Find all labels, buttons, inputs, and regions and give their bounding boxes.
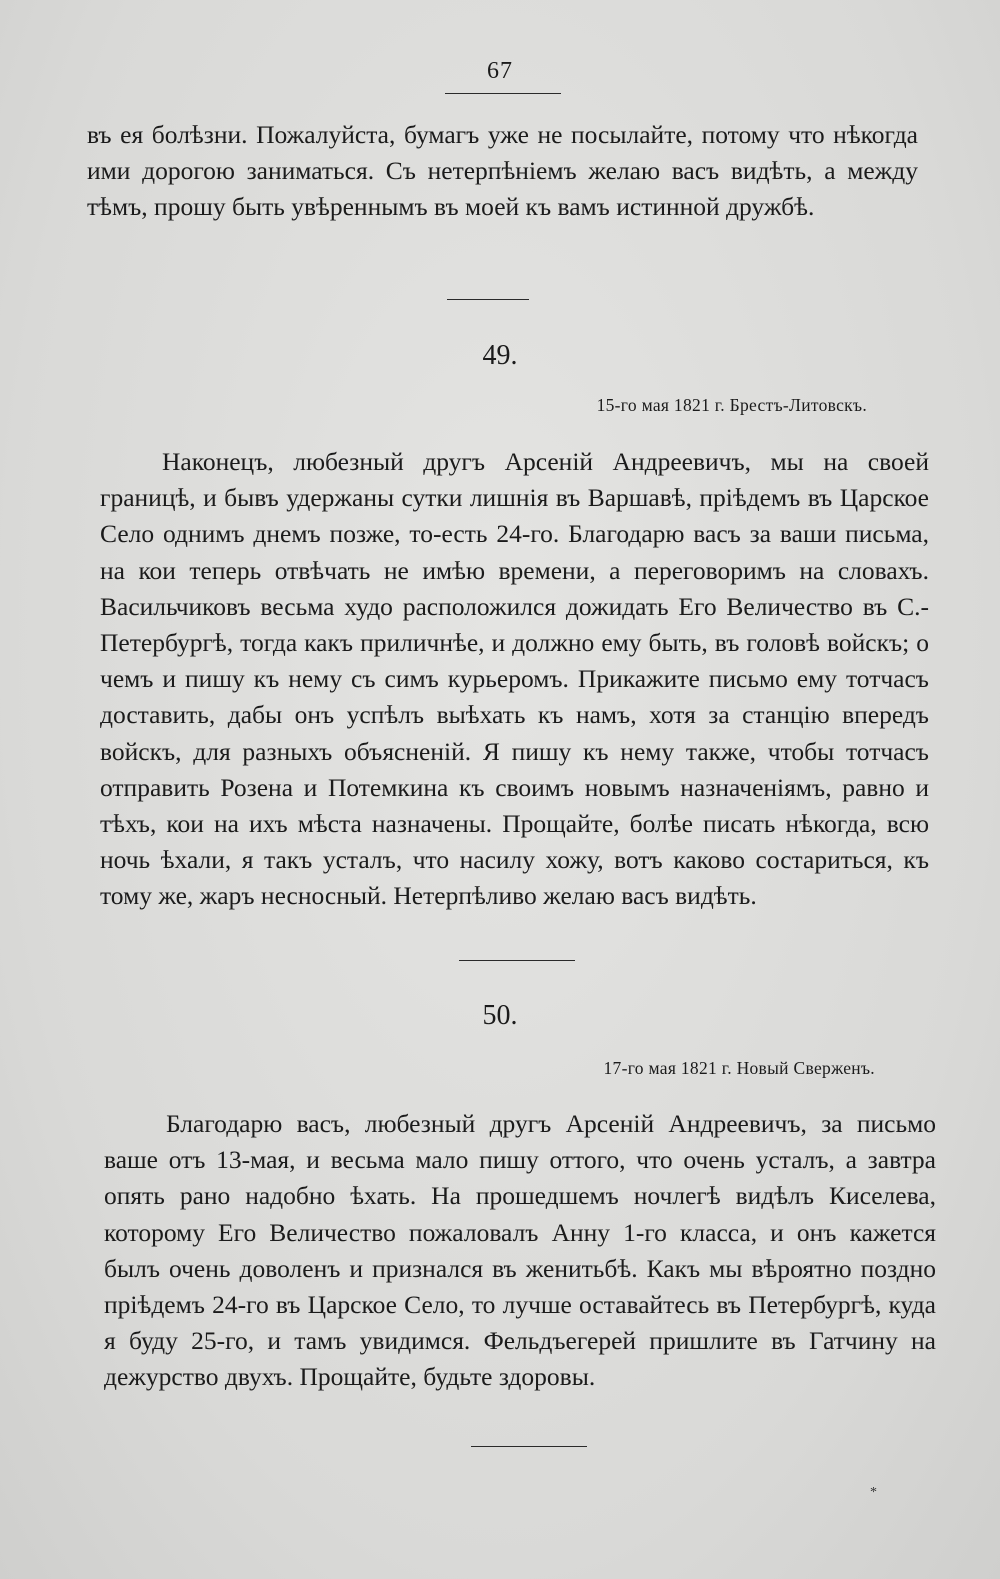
page-number: 67 bbox=[487, 58, 513, 84]
letter-body bbox=[100, 444, 929, 915]
letter-number: 50. bbox=[482, 1000, 518, 1031]
continuation-paragraph bbox=[87, 117, 918, 226]
section-divider bbox=[471, 1446, 587, 1447]
section-divider bbox=[447, 299, 529, 300]
letter-text: Наконецъ, любезный другъ Арсеній Андреевичъ, мы на своей границѣ, и бывъ удержаны сутки лишнія въ Варшавѣ, пріѣдемъ въ Царское Село однимъ днемъ позже, то-есть 24-го. Благодарю васъ за ваши письма, на кои теперь отвѣчать не имѣю времени, а переговоримъ на словахъ. Васильчиковъ весьма худо расположился дожидать Его Величество въ С.-Петербургѣ, тогда какъ приличнѣе, и должно ему быть, въ головѣ войскъ; о чемъ и пишу къ нему съ симъ курьеромъ. Прикажите письмо ему тотчасъ доставить, дабы онъ успѣлъ выѣхать къ намъ, хотя за станцію впередъ войскъ, для разныхъ объясненій. Я пишу къ нему также, чтобы тотчасъ отправить Розена и Потемкина къ своимъ новымъ назначеніямъ, равно и тѣхъ, кои на ихъ мѣста назначены. Прощайте, болѣе писать нѣкогда, всю ночь ѣхали, я такъ усталъ, что насилу хожу, вотъ каково состариться, къ тому же, жаръ несносный. Нетерпѣливо желаю васъ видѣть. bbox=[100, 447, 929, 911]
letter-body bbox=[104, 1106, 936, 1396]
letter-text: Благодарю васъ, любезный другъ Арсеній Андреевичъ, за письмо ваше отъ 13-мая, и весьма мало пишу оттого, что очень усталъ, а завтра опять рано надобно ѣхать. На прошедшемъ ночлегѣ видѣлъ Киселева, которому Его Величество пожаловалъ Анну 1-го класса, и онъ кажется былъ очень доволенъ и признался въ женитьбѣ. Какъ мы вѣроятно поздно пріѣдемъ 24-го въ Царское Село, то лучше оставайтесь въ Петербургѣ, куда я буду 25-го, и тамъ увидимся. Фельдъегерей пришлите въ Гатчину на дежурство двухъ. Прощайте, будьте здоровы. bbox=[104, 1109, 936, 1392]
letter-dateline: 17-го мая 1821 г. Новый Сверженъ. bbox=[603, 1058, 875, 1078]
section-divider bbox=[459, 960, 575, 961]
continuation-text: въ ея болѣзни. Пожалуйста, бумагъ уже не посылайте, потому что нѣкогда ими дорогою заниматься. Съ нетерпѣніемъ желаю васъ видѣть, а между тѣмъ, прошу быть увѣреннымъ въ моей къ вамъ истинной дружбѣ. bbox=[87, 120, 918, 222]
letter-dateline: 15-го мая 1821 г. Брестъ-Литовскъ. bbox=[596, 395, 867, 415]
letter-number: 49. bbox=[482, 340, 518, 371]
header-rule bbox=[445, 93, 561, 94]
footer-mark: * bbox=[870, 1485, 877, 1500]
